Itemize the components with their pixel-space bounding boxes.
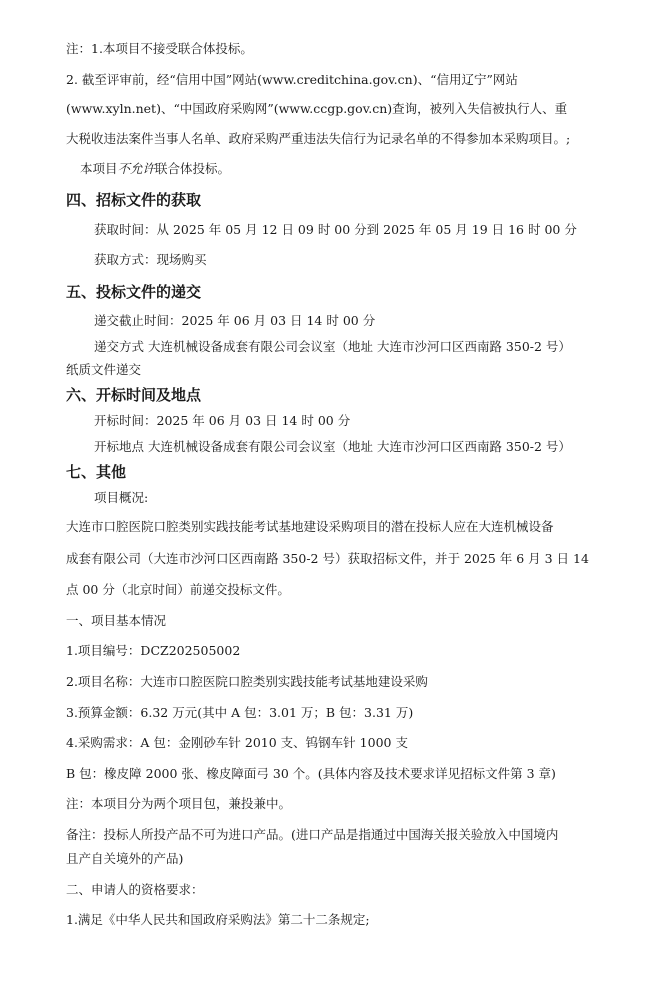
procurement-demand: 4.采购需求：A 包：金刚砂车针 2010 支、钨钢车针 1000 支: [66, 735, 408, 750]
qualification-item-1: 1.满足《中华人民共和国政府采购法》第二十二条规定;: [66, 912, 370, 927]
sec7-overview-label: 项目概况:: [94, 490, 149, 505]
project-name: 2.项目名称：大连市口腔医院口腔类别实践技能考试基地建设采购: [66, 674, 428, 689]
note-line-1: 注：1.本项目不接受联合体投标。: [66, 41, 253, 56]
note-line-5: [80, 161, 230, 177]
note-line-2: 2. 截至评审前，经“信用中国”网站(www.creditchina.gov.cn)、“信用辽宁”网站: [66, 72, 518, 87]
sec6-open-time: 开标时间：2025 年 06 月 03 日 14 时 00 分: [94, 413, 351, 428]
sec6-open-place: 开标地点 大连机械设备成套有限公司会议室（地址 大连市沙河口区西南路 350-2 号）: [94, 439, 571, 454]
note-line-4: 大税收违法案件当事人名单、政府采购严重违法失信行为记录名单的不得参加本采购项目。;: [66, 131, 571, 146]
basic-info-heading: 一、项目基本情况: [66, 613, 167, 628]
remark-line-2: 且产自关境外的产品): [66, 851, 184, 866]
sec4-obtain-method: 获取方式：现场购买: [94, 252, 207, 267]
qualification-heading: 二、申请人的资格要求：: [66, 882, 204, 897]
note-line-5-emphasis: 不允许: [117, 161, 156, 176]
sec5-method-line-2: 纸质文件递交: [66, 362, 142, 377]
remark-line-1: 备注：投标人所投产品不可为进口产品。(进口产品是指通过中国海关报关验放入中国境内: [66, 827, 559, 842]
sec7-overview-line-3: 点 00 分（北京时间）前递交投标文件。: [66, 582, 290, 597]
sec4-obtain-time: 获取时间：从 2025 年 05 月 12 日 09 时 00 分到 2025 年 05 月 19 日 16 时 00 分: [94, 222, 577, 237]
section-5-heading: 五、投标文件的递交: [66, 283, 202, 301]
note-line-5-post: 联合体投标。: [155, 161, 231, 176]
section-7-heading: 七、其他: [66, 463, 127, 481]
note-line-3: (www.xyln.net)、“中国政府采购网”(www.ccgp.gov.cn)查询，被列入失信被执行人、重: [66, 101, 568, 116]
project-number: 1.项目编号：DCZ202505002: [66, 643, 241, 658]
package-note: 注：本项目分为两个项目包，兼投兼中。: [66, 796, 292, 811]
package-b: B 包：橡皮障 2000 张、橡皮障面弓 30 个。(具体内容及技术要求详见招标文件第 3 章): [66, 766, 556, 781]
sec7-overview-line-1: 大连市口腔医院口腔类别实践技能考试基地建设采购项目的潜在投标人应在大连机械设备: [66, 519, 554, 534]
note-line-5-pre: 本项目: [80, 161, 118, 176]
sec5-deadline: 递交截止时间：2025 年 06 月 03 日 14 时 00 分: [94, 313, 376, 328]
section-4-heading: 四、招标文件的获取: [66, 191, 202, 209]
sec7-overview-line-2: 成套有限公司（大连市沙河口区西南路 350-2 号）获取招标文件，并于 2025 年 6 月 3 日 14: [66, 551, 589, 566]
project-budget: 3.预算金额：6.32 万元(其中 A 包：3.01 万；B 包：3.31 万): [66, 705, 414, 720]
section-6-heading: 六、开标时间及地点: [66, 386, 202, 404]
sec5-method-line-1: 递交方式 大连机械设备成套有限公司会议室（地址 大连市沙河口区西南路 350-2 号）: [94, 339, 571, 354]
